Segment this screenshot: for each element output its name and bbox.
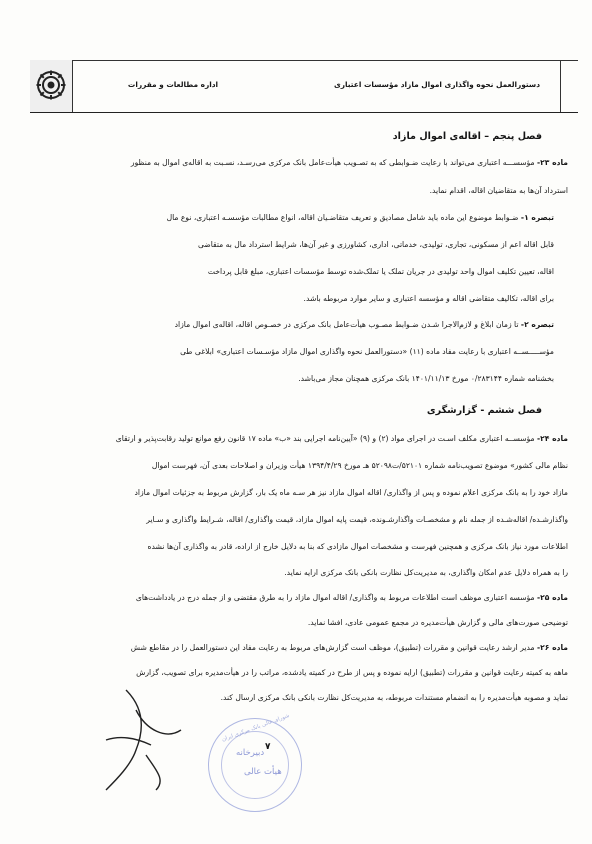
article24-line4: واگذارشـده/ اقاله‌شـده از جمله نام و مشخصـات واگذارشـونده، قیمت پایه اموال مازاد، قیمت واگذاری/ اقاله، شـرایط واگذاری و سـایر: [146, 515, 568, 524]
chapter6-heading: فصل ششم - گزارشگری: [426, 405, 542, 416]
article24-line3: مازاد خود را به بانک مرکزی اعلام نموده و پس از واگذاری/ اقاله اموال مازاد نیز هر سـه ماه یک بار، گزارش مربوط به جزئیات اموال مازاد: [134, 488, 568, 497]
stamp-text-line1: دبیرخانه: [236, 748, 265, 758]
article23-line1: ماده ۲۳- مؤسســـه اعتباری می‌تواند با رعایت ضـوابطی که به تصـویب هیأت‌عامل بانک مرکزی می‌رسـد، نسـبت به اقاله‌ی اموال به منظور: [130, 158, 568, 167]
article23-line2: استرداد آن‌ها به متقاضیان اقاله، اقدام نماید.: [429, 186, 568, 195]
stamp-text-line2: هیأت عالی: [244, 767, 282, 777]
clause-label: تبصره ۲-: [520, 320, 554, 329]
article26-line1: ماده ۲۶- مدیر ارشد رعایت قوانین و مقررات (تطبیق)، موظف است گزارش‌های مربوط به رعایت مفاد این دستورالعمل را در مقاطع شش: [130, 643, 568, 652]
note1-line1: تبصره ۱- ضـوابط موضوع این ماده باید شامل مصاديق و تعریف متقاضـیان اقاله، انواع مطالبات مؤسسـه اعتباری، نوع مال: [166, 213, 554, 222]
chapter5-heading: فصل پنجم – اقاله‌ی اموال مازاد: [392, 131, 542, 142]
article24-line6: را به همراه دلایل عدم امکان واگذاری، به مدیریت‌کل نظارت بانکی بانک مرکزی ارایه نماید.: [284, 568, 568, 577]
bank-emblem-icon: [36, 70, 66, 100]
article24-line1: ماده ۲۴- مؤسســه اعتباری مکلف اسـت در اجرای مواد (۲) و (۹) «آیین‌نامه اجرایی بند «ب» ماده ۱۷ قانون رفع موانع تولید رقابت‌پذیر و ارتقای: [115, 434, 568, 443]
clause-label: ماده ۲۶-: [536, 643, 568, 652]
article25-line2: توضیحی صورت‌های مالی و گزارش هیأت‌مدیره در مجمع عمومی عادی، افشا نماید.: [307, 618, 568, 627]
stamp-arc-text: شورای عالی بانک مرکزی ایران: [221, 712, 291, 744]
bank-logo: [30, 60, 73, 112]
header-document-title: دستورالعمل نحوه واگذاری اموال مازاد مؤسسات اعتباری: [333, 80, 540, 89]
note1-line3: اقاله، تعیین تکلیف اموال واحد تولیدی در جریان تملک یا تملک‌شده توسط مؤسسات اعتباری، مبلغ قابل پرداخت: [207, 267, 554, 276]
note2-line3: بخشنامه شماره ۰/۲۸۳۱۴۴ مورخ ۱۴۰۱/۱۱/۱۳ بانک مرکزی همچنان مجاز می‌باشد.: [298, 374, 554, 383]
header-border-right: [560, 60, 561, 112]
header-department: اداره مطالعات و مقررات: [127, 80, 219, 89]
note2-line2: مؤســـــســه اعتباری با رعایت مفاد ماده (۱۱) «دستورالعمل نحوه واگذاری اموال مازاد مؤسـسات اعتباری» ابلاغی طی: [180, 347, 554, 356]
note2-line1: تبصره ۲- تا زمان ابلاغ و لازم‌الاجرا شـدن ضـوابط مصـوب هیأت‌عامل بانک مرکزی در خصـوص اقاله، اقاله‌ی اموال مازاد: [174, 320, 554, 329]
stamp-inner-ring: [221, 731, 289, 799]
article26-line3: نماید و مصوبه هیأت‌مدیره را به انضمام مستندات مربوطه، به مدیریت‌کل نظارت بانکی بانک مرکزی ارسال کند.: [220, 693, 568, 702]
article25-line1: ماده ۲۵- مؤسسه اعتباری موظف است اطلاعات مربوط به واگذاری/ اقاله اموال مازاد را به طرق مقتضی و از جمله درج در یادداشت‌های: [135, 593, 568, 602]
clause-label: ماده ۲۴-: [536, 434, 568, 443]
note1-line4: برای اقاله، تکالیف متقاضی اقاله و مؤسسه اعتباری و سایر موارد مربوطه باشد.: [303, 294, 554, 303]
header-border-top: [30, 60, 578, 61]
header-border-bottom: [30, 112, 578, 113]
note1-line2: قابل اقاله اعم از مسکونی، تجاری، تولیدی، خدماتی، اداری، کشاورزی و غیر آن‌ها، شرایط استرداد مال به متقاضی: [197, 240, 554, 249]
clause-label: ماده ۲۳-: [536, 158, 568, 167]
article26-line2: ماهه به کمیته رعایت قوانین و مقررات (تطبیق) ارایه نموده و پس از طرح در کمیته یادشده، مراتب را در هیأت‌مدیره برای تصویب، گزارش: [136, 668, 568, 677]
clause-label: تبصره ۱-: [520, 213, 554, 222]
clause-label: ماده ۲۵-: [536, 593, 568, 602]
page-number: ۷: [265, 742, 271, 752]
article24-line2: نظام مالی کشور» موضوع تصویب‌نامه شماره ۵۲۱۰۱/ت۵۲۰۹۸ هـ مورخ ۱۳۹۴/۴/۲۹ هیأت وزیران و اصلاحات بعدی آن، فهرست اموال: [151, 461, 568, 470]
article24-line5: اطلاعات مورد نیاز بانک مرکزی و همچنین فهرست و مشخصات اموال مازادی که بنا به دلایل خارج از اراده، قادر به واگذاری آن‌ها نشده: [147, 542, 568, 551]
official-stamp: [208, 718, 302, 812]
